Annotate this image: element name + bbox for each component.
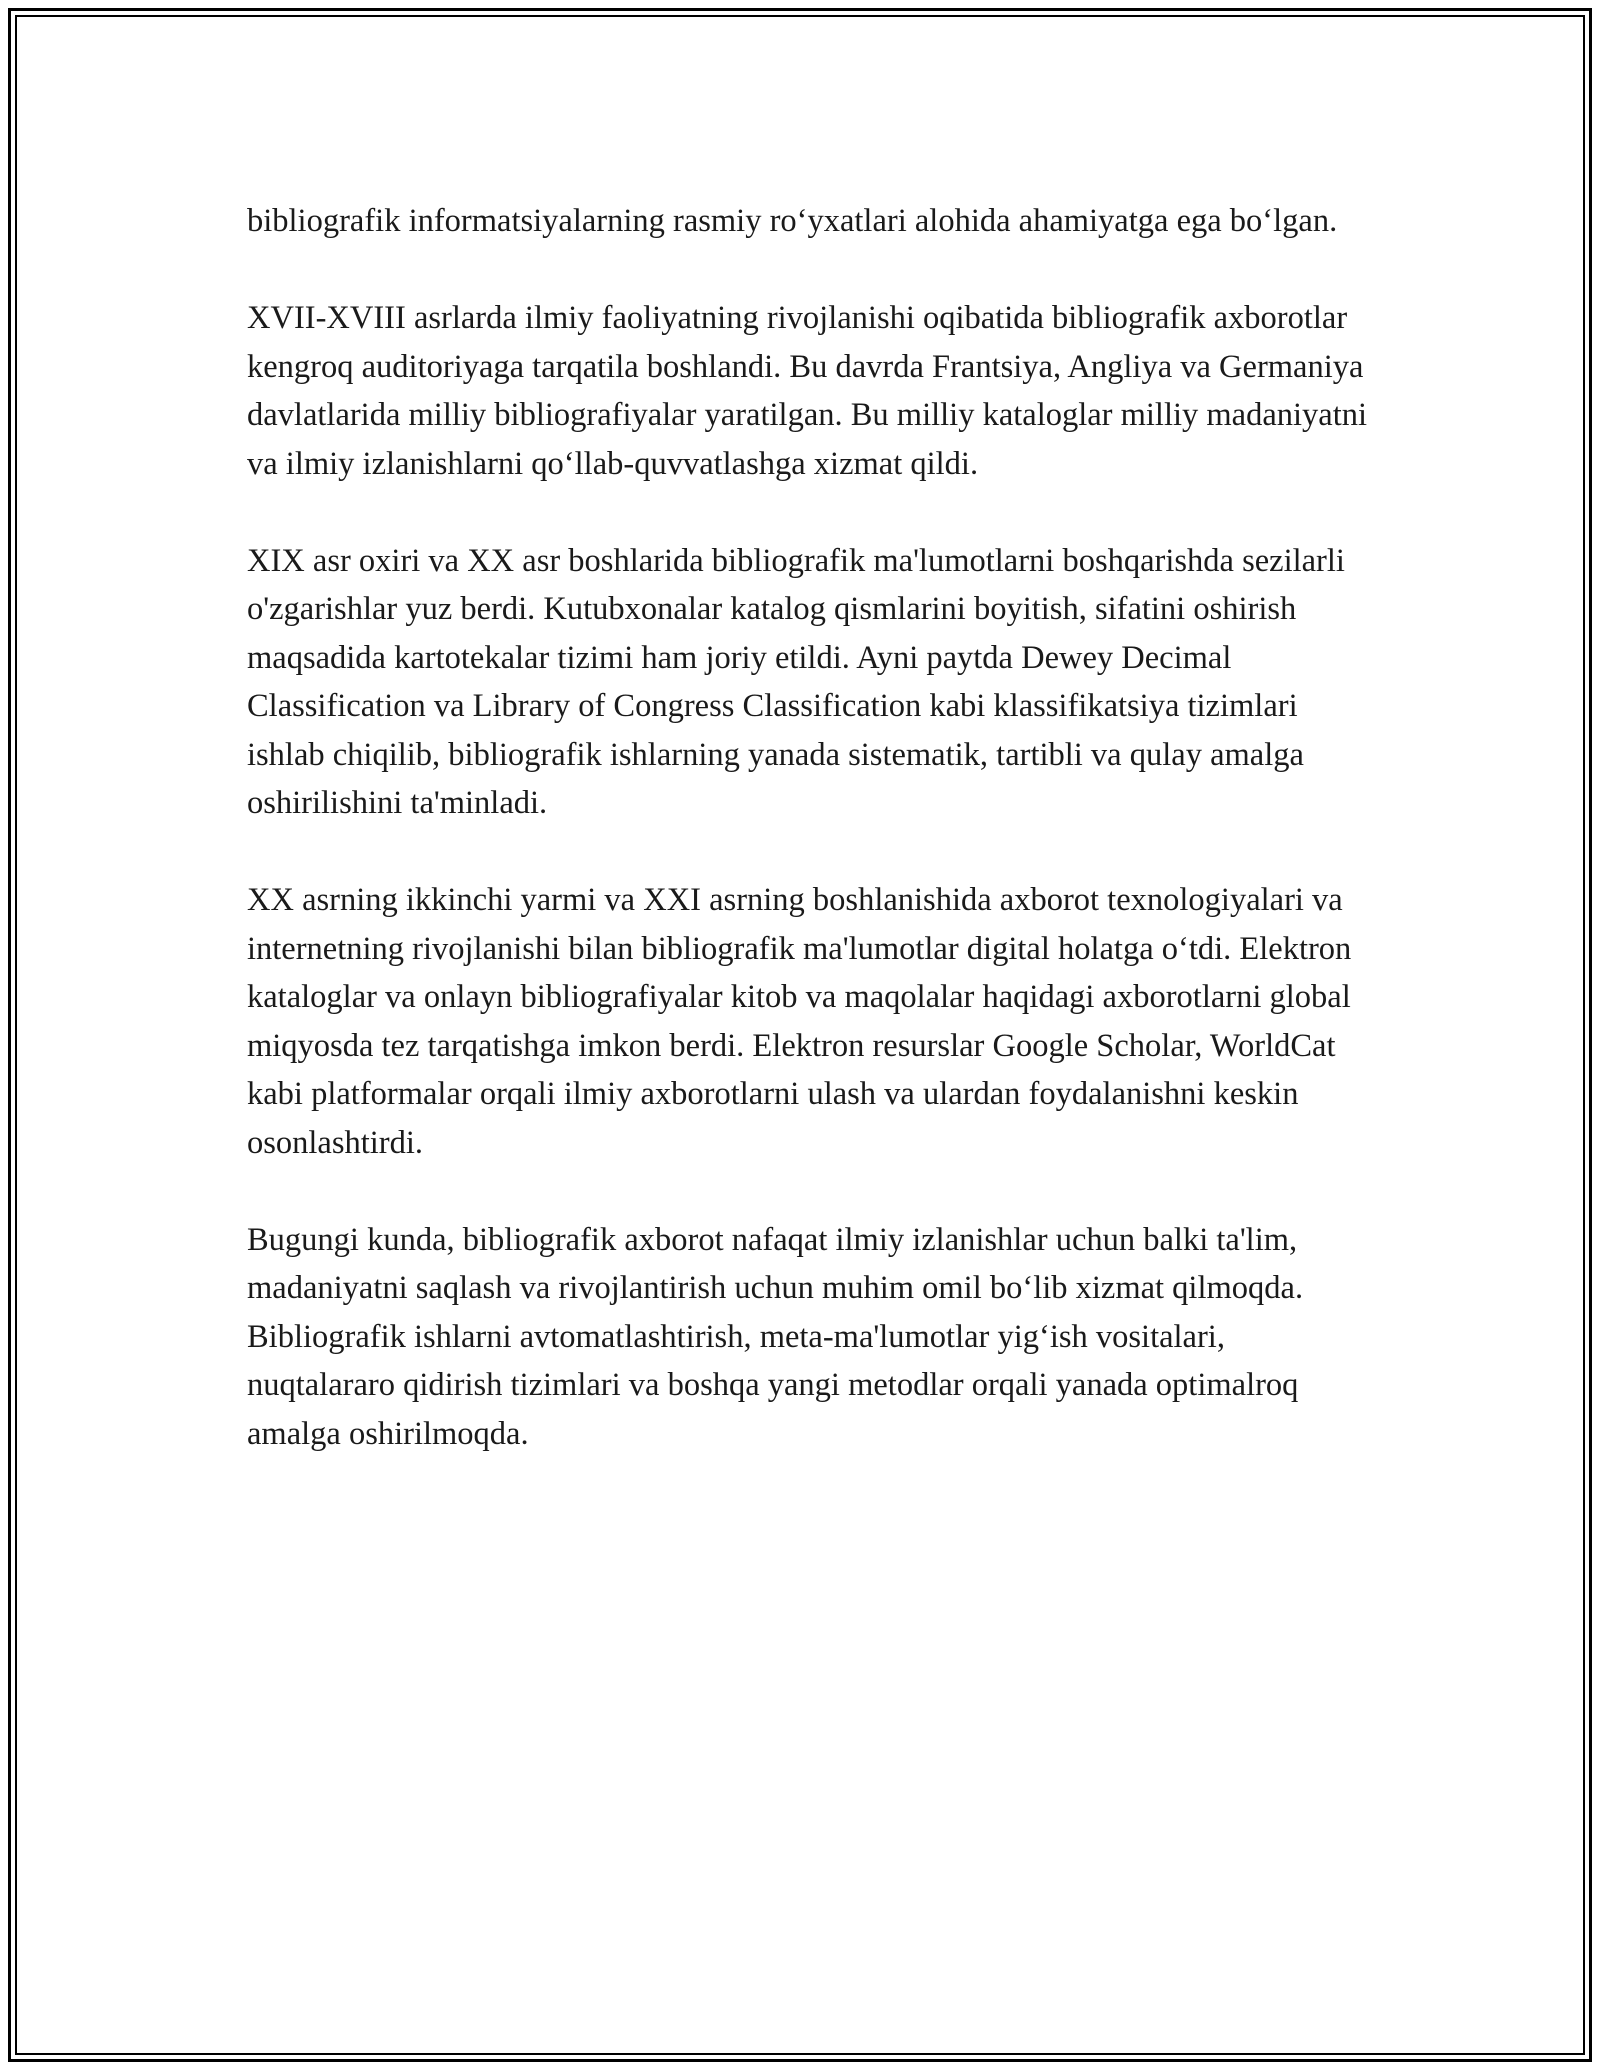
paragraph: bibliografik informatsiyalarning rasmiy ro‘yxatlari alohida ahamiyatga ega bo‘lgan. xyxy=(247,203,1338,239)
paragraph: XX asrning ikkinchi yarmi va XXI asrning boshlanishida axborot texnologiyalari va internetning rivojlanishi bilan bibliografik ma'lumotlar digital holatga o‘tdi. Elektron kataloglar va onlayn bibliografiyalar kitob va maqolalar haqidagi axborotlarni global miqyosda tez tarqatishga imkon berdi. Elektron resurslar Google Scholar, WorldCat kabi platformalar orqali ilmiy axborotlarni ulash va ulardan foydalanishni keskin osonlashtirdi. xyxy=(247,882,1352,1161)
page-frame xyxy=(8,8,1592,2062)
document-body xyxy=(247,197,1377,1507)
paragraph: XIX asr oxiri va XX asr boshlarida bibliografik ma'lumotlarni boshqarishda sezilarli o'zgarishlar yuz berdi. Kutubxonalar katalog qismlarini boyitish, sifatini oshirish maqsadida kartotekalar tizimi ham joriy etildi. Ayni paytda Dewey Decimal Classification va Library of Congress Classification kabi klassifikatsiya tizimlari ishlab chiqilib, bibliografik ishlarning yanada sistematik, tartibli va qulay amalga oshirilishini ta'minladi. xyxy=(247,542,1345,821)
paragraph: Bugungi kunda, bibliografik axborot nafaqat ilmiy izlanishlar uchun balki ta'lim, madaniyatni saqlash va rivojlantirish uchun muhim omil bo‘lib xizmat qilmoqda. Bibliografik ishlarni avtomatlashtirish, meta-ma'lumotlar yig‘ish vositalari, nuqtalararo qidirish tizimlari va boshqa yangi metodlar orqali yanada optimalroq amalga oshirilmoqda. xyxy=(247,1221,1304,1452)
paragraph: XVII-XVIII asrlarda ilmiy faoliyatning rivojlanishi oqibatida bibliografik axborotlar kengroq auditoriyaga tarqatila boshlandi. Bu davrda Frantsiya, Angliya va Germaniya davlatlarida milliy bibliografiyalar yaratilgan. Bu milliy kataloglar milliy madaniyatni va ilmiy izlanishlarni qo‘llab-quvvatlashga xizmat qildi. xyxy=(247,300,1368,482)
